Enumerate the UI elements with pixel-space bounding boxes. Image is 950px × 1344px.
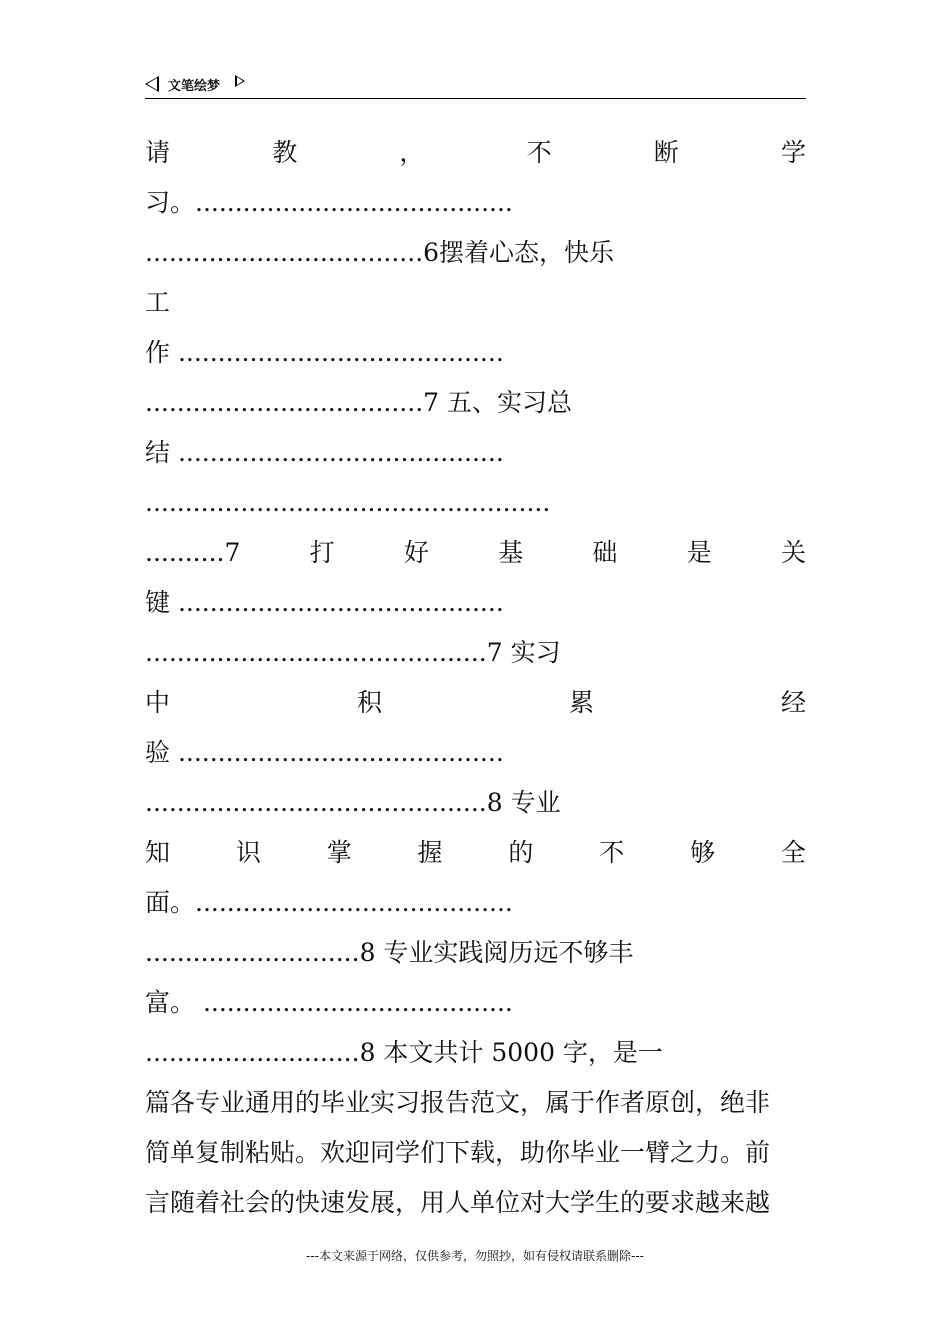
text-line: ...................................6摆着心态，快乐 bbox=[145, 238, 615, 267]
text-line-part: 累 bbox=[568, 688, 594, 717]
text-line-part: 础 bbox=[592, 538, 618, 567]
text-line-part: 经 bbox=[780, 688, 806, 717]
text-line-part: 是 bbox=[686, 538, 712, 567]
text-line bbox=[145, 828, 806, 878]
text-line-part: 不 bbox=[526, 138, 552, 167]
text-line bbox=[145, 678, 806, 728]
text-line: ...........................8 本文共计 5000 字，是一 bbox=[145, 1038, 663, 1067]
text-line: 篇各专业通用的毕业实习报告范文，属于作者原创，绝非 bbox=[145, 1088, 771, 1117]
text-line-part: 好 bbox=[403, 538, 429, 567]
document-body bbox=[145, 128, 806, 1228]
left-triangle-icon bbox=[145, 76, 159, 92]
text-line-part: 积 bbox=[356, 688, 382, 717]
text-line: 结 ......................................... bbox=[145, 438, 504, 467]
text-line: 作 ......................................... bbox=[145, 338, 504, 367]
text-line-part: 的 bbox=[508, 838, 534, 867]
text-line-part: 掌 bbox=[326, 838, 352, 867]
footer-disclaimer: ---本文来源于网络，仅供参考，勿照抄，如有侵权请联系删除--- bbox=[306, 1249, 644, 1263]
text-line-part: 断 bbox=[653, 138, 679, 167]
text-line: 富。 ....................................... bbox=[145, 988, 513, 1017]
text-line-part: 知 bbox=[145, 838, 171, 867]
text-line-part: 打 bbox=[309, 538, 335, 567]
text-line: 工 bbox=[145, 288, 171, 317]
text-line: ...........................8 专业实践阅历远不够丰 bbox=[145, 938, 634, 967]
text-line-part: 关 bbox=[780, 538, 806, 567]
text-line-part: 请 bbox=[145, 138, 171, 167]
text-line: 习。........................................ bbox=[145, 188, 513, 217]
text-line-part: 全 bbox=[780, 838, 806, 867]
text-line: ...........................................7 实习 bbox=[145, 638, 561, 667]
text-line-part: ..........7 bbox=[145, 538, 241, 567]
header-title: 文笔绘梦 bbox=[168, 79, 221, 94]
text-line-part: 握 bbox=[417, 838, 443, 867]
text-line: 验 ......................................... bbox=[145, 738, 504, 767]
text-line bbox=[145, 128, 806, 178]
right-triangle-icon bbox=[235, 75, 245, 87]
text-line-part: ， bbox=[399, 138, 425, 167]
text-line: ...................................7 五、实习总 bbox=[145, 388, 572, 417]
text-line-part: 够 bbox=[690, 838, 716, 867]
text-line-part: 教 bbox=[272, 138, 298, 167]
text-line: 面。........................................ bbox=[145, 888, 513, 917]
text-line-part: 基 bbox=[498, 538, 524, 567]
text-line-part: 识 bbox=[235, 838, 261, 867]
text-line-part: 学 bbox=[780, 138, 806, 167]
text-line: 简单复制粘贴。欢迎同学们下载，助你毕业一臂之力。前 bbox=[145, 1138, 771, 1167]
text-line: ...........................................8 专业 bbox=[145, 788, 561, 817]
text-line-part: 中 bbox=[145, 688, 171, 717]
text-line bbox=[145, 528, 806, 578]
text-line: 键 ......................................... bbox=[145, 588, 504, 617]
text-line-part: 不 bbox=[599, 838, 625, 867]
text-line: 言随着社会的快速发展，用人单位对大学生的要求越来越 bbox=[145, 1188, 771, 1217]
text-line: ................................................... bbox=[145, 488, 551, 517]
page-header bbox=[145, 72, 806, 99]
